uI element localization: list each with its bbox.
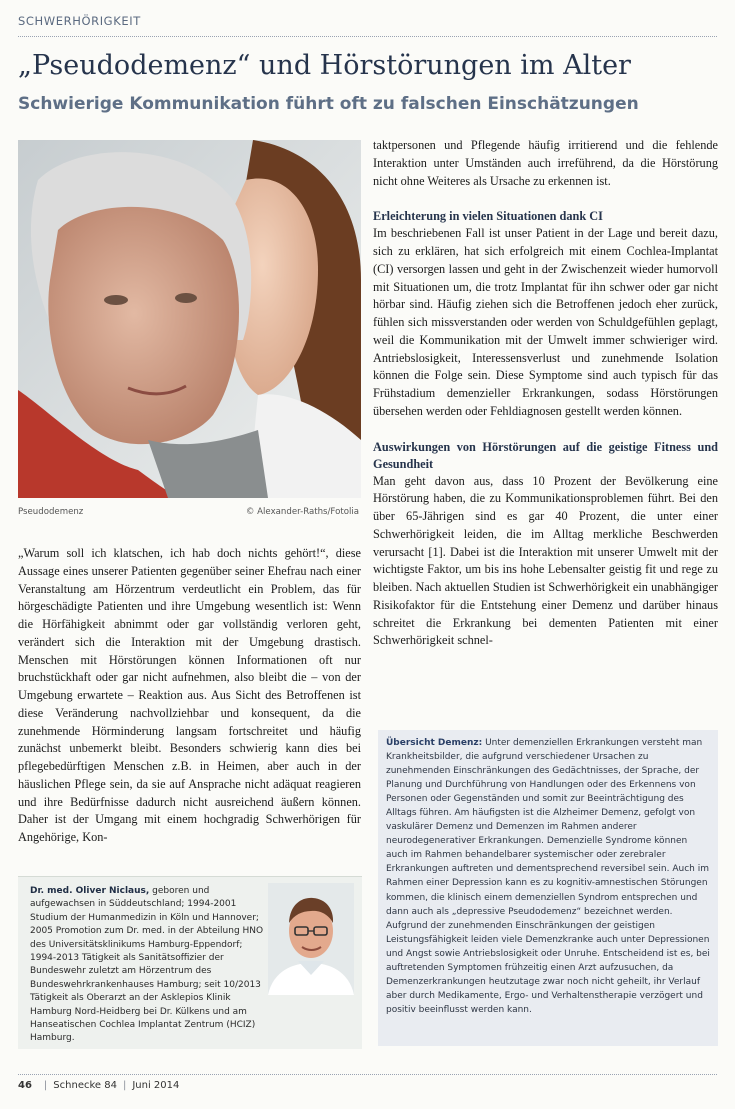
right-intro: taktpersonen und Pflegende häufig irritierend und die fehlende Interaktion unter Umständen auch irreführend, da die Hörstörung nicht ohne Weiteres als Ursache zu erkennen ist.: [373, 138, 718, 188]
left-column: [18, 545, 361, 847]
right-paragraph-2: Man geht davon aus, dass 10 Prozent der Bevölkerung eine Hörstörung haben, die zu Kommunikationsproblemen führt. Bei den über 65-Jährigen sind es gar 40 Prozent, die unter einer Schwerhörigkeit leiden, die im Alltag merkliche Beschwerden verursacht [1]. Dabei ist die Interaktion mit unserer Umwelt mit der wichtigste Faktor, um bis ins hohe Lebensalter geistig fit und rege zu bleiben. Nach aktuellen Studien ist Schwerhörigkeit ein unabhängiger Risikofaktor für die Entstehung einer Demenz und darüber hinaus schreitet die Erkrankung bei dementen Patienten mit einer Schwerhörigkeit schnel-: [373, 473, 718, 648]
portrait-illustration: [268, 883, 354, 995]
footer-separator: |: [43, 1080, 48, 1091]
footer-rule: [18, 1074, 717, 1075]
author-box: [18, 876, 362, 1049]
article-photo: [18, 140, 361, 498]
photo-illustration: [18, 140, 361, 498]
section-tag: SCHWERHÖRIGKEIT: [18, 14, 141, 28]
photo-caption: Pseudodemenz: [18, 507, 84, 517]
author-portrait: [268, 883, 354, 995]
issue-date: Juni 2014: [132, 1080, 180, 1091]
header-rule: [18, 36, 717, 37]
section-heading-1: Erleichterung in vielen Situationen dank CI: [373, 209, 603, 224]
author-bio-text: geboren und aufgewachsen in Süddeutschland; 1994-2001 Studium der Humanmedizin in Köln und Hannover; 2005 Promotion zum Dr. med. in der Abteilung HNO des Universitätsklinikums Hamburg-Eppendorf; 1994-2013 Tätigkeit als Sanitätsoffizier der Bundeswehr zuletzt am Hörzentrum des Bundeswehrkrankenhauses Hamburg; seit 10/2013 Tätigkeit als Oberarzt an der Asklepios Klinik Hamburg Nord-Heidberg bei Dr. Külkens und am Hanseatischen Cochlea Implantat Zentrum (HCIZ) Hamburg.: [30, 886, 264, 1044]
author-name: Dr. med. Oliver Niclaus,: [30, 886, 150, 896]
photo-credit: © Alexander-Raths/Fotolia: [245, 507, 359, 517]
info-box-dementia: [378, 730, 718, 1046]
info-box-text: [386, 736, 710, 1017]
right-column: [373, 137, 718, 650]
author-bio: [30, 885, 266, 1046]
section-heading-2: Auswirkungen von Hörstörungen auf die geistige Fitness und Gesundheit: [373, 439, 718, 471]
article-title: „Pseudodemenz“ und Hörstörungen im Alter: [18, 50, 631, 81]
info-box-body: Unter demenziellen Erkrankungen versteht man Krankheitsbilder, die aufgrund verschiedener Ursachen zu zunehmenden Einschränkungen des Gedächtnisses, der Sprache, der Planung und Durchführung von Handlungen oder des Erkennens von Personen oder Gegenständen und somit zur Beeinträchtigung des Alltags führen. Am häufigsten ist die Alzheimer Demenz, gefolgt von vaskulärer Demenz und Demenzen im Rahmen anderer neurodegenerativer Erkrankungen. Demenzielle Syndrome können auch im Rahmen behandelbarer systemischer oder zerebraler Erkrankungen auftreten und dementsprechend reversibel sein. Auch im Rahmen einer Depression kann es zu kognitiv-amnestischen Störungen kommen, die klinisch einem demenziellen Syndrom entsprechen und dann auch als „depressive Pseudodemenz“ bezeichnet werden. Aufgrund der zunehmenden Einschränkungen der geistigen Leistungsfähigkeit leiden viele Demenzkranke auch unter Depressionen und Angst sowie Antriebslosigkeit oder Unruhe. Entscheidend ist es, bei auftretenden Symptomen frühzeitig einen Arzt aufzusuchen, da Demenzerkrankungen heutzutage zwar noch nicht geheilt, ihr Verlauf aber durch Medikamente, Ergo- und Verhaltenstherapie verzögert und positiv beeinflusst werden kann.: [386, 738, 710, 1015]
footer-separator: |: [122, 1080, 127, 1091]
right-paragraph-1: Im beschriebenen Fall ist unser Patient in der Lage und bereit dazu, sich zu erklären, hat sich erfolgreich mit einem Cochlea-Implantat (CI) versorgen lassen und geht in der Zwischenzeit wieder humorvoll mit Situationen um, die trotz Implantat für ihn schwer oder gar nicht hörbar sind. Häufig ziehen sich die Betroffenen jedoch eher zurück, fühlen sich missverstanden oder werden von Schuldgefühlen geplagt, weil die Kommunikation mit der Umwelt immer schwieriger wird. Antriebslosigkeit, Interessensverlust und zunehmende Isolation können die Folge sein. Diese Symptome sind auch typisch für das Frühstadium demenzieller Erkrankungen, sodass Hörstörungen übersehen werden oder Fehldiagnosen gestellt werden können.: [373, 226, 718, 418]
left-paragraph: „Warum soll ich klatschen, ich hab doch nichts gehört!“, diese Aussage eines unserer Patienten gegenüber seiner Ehefrau nach einer Veranstaltung am Hörzentrum verdeutlicht ein Problem, das für hörgeschädigte Patienten und ihre Umgebung wesentlich ist: Wenn die Hörfähigkeit abnimmt oder gar vollständig verloren geht, verändert sich die Interaktion mit der Umgebung drastisch. Menschen mit Hörstörungen können Informationen oft nur bruchstückhaft oder gar nicht aufnehmen, also bleibt die – von der Umgebung erwartete – Reaktion aus. Aus Sicht des Betroffenen ist diese Veränderung nachvollziehbar und konsequent, da die zunehmende Hörminderung langsam fortschreitet und häufig zunächst unbemerkt bleibt. Besonders schwierig kann dies bei pflegebedürftigen Menschen z.B. in Heimen, aber auch in der häuslichen Pflege sein, da sie auf Ansprache nicht adäquat reagieren und ihre Bedürfnisse dadurch nicht ausreichend äußern können. Daher ist der Umgang mit einem hochgradig Schwerhörigen für Angehörige, Kon-: [18, 546, 361, 844]
page-footer: [18, 1080, 179, 1091]
magazine-name: Schnecke 84: [53, 1080, 117, 1091]
page-number: 46: [18, 1080, 32, 1091]
article-subtitle: Schwierige Kommunikation führt oft zu falschen Einschätzungen: [18, 94, 639, 114]
info-box-label: Übersicht Demenz:: [386, 738, 483, 748]
